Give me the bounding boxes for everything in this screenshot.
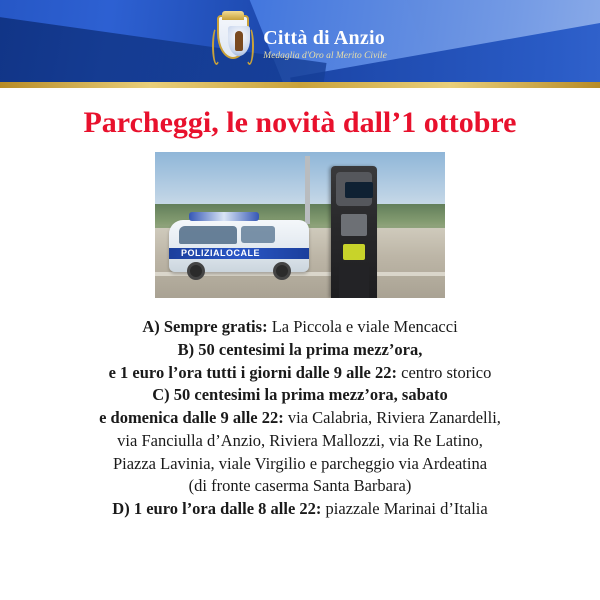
list-item-bold: C) 50 centesimi la prima mezz’ora, sabato bbox=[152, 385, 448, 405]
list-item-bold: D) 1 euro l’ora dalle 8 alle 22: bbox=[112, 499, 322, 519]
list-item bbox=[14, 498, 586, 521]
list-item-normal: via Fanciulla d’Anzio, Riviera Mallozzi, via Re Latino, bbox=[117, 430, 483, 450]
city-name: Città di Anzio bbox=[263, 26, 385, 49]
photo-police-car bbox=[169, 220, 309, 272]
photo-car-wheel-front bbox=[187, 262, 205, 280]
photo-meter-ticket-slot bbox=[343, 244, 365, 260]
list-item bbox=[14, 475, 586, 498]
list-item-bold: e 1 euro l’ora tutti i giorni dalle 9 alle 22: bbox=[108, 362, 397, 382]
photo-meter-base bbox=[339, 266, 369, 298]
header-gold-divider bbox=[0, 82, 600, 88]
crest-crown-icon bbox=[222, 11, 244, 20]
list-item-bold: B) 50 centesimi la prima mezz’ora, bbox=[177, 339, 423, 359]
photo-car-window-front bbox=[179, 226, 237, 244]
header-banner bbox=[0, 0, 600, 88]
header-identity bbox=[0, 0, 600, 88]
page-title: Parcheggi, le novità dall’1 ottobre bbox=[83, 106, 517, 139]
list-item-normal: via Calabria, Riviera Zanardelli, bbox=[283, 408, 501, 428]
list-item bbox=[14, 316, 586, 339]
photo-car-window-rear bbox=[241, 226, 275, 243]
city-subtitle: Medaglia d'Oro al Merito Civile bbox=[263, 50, 387, 61]
photo-car-lettering: POLIZIALOCALE bbox=[181, 248, 260, 258]
photo-car-lightbar bbox=[189, 212, 259, 221]
photo-lamp-post bbox=[305, 156, 310, 224]
header-text-block bbox=[263, 27, 387, 61]
tariff-list bbox=[14, 316, 586, 521]
list-item bbox=[14, 453, 586, 476]
list-item bbox=[14, 384, 586, 407]
crest-shield-icon bbox=[217, 15, 249, 59]
photo-parking-meter bbox=[155, 152, 445, 298]
list-item-bold: A) Sempre gratis: bbox=[142, 317, 268, 336]
list-item-normal: centro storico bbox=[397, 362, 492, 382]
list-item-bold: e domenica dalle 9 alle 22: bbox=[99, 408, 284, 428]
list-item bbox=[14, 339, 586, 362]
list-item-normal: (di fronte caserma Santa Barbara) bbox=[188, 476, 412, 496]
photo-parking-meter-machine bbox=[331, 166, 377, 298]
city-crest-icon bbox=[213, 13, 253, 75]
list-item bbox=[14, 407, 586, 430]
photo-car-wheel-rear bbox=[273, 262, 291, 280]
photo-meter-head bbox=[336, 172, 372, 206]
photo-meter-keypad bbox=[341, 214, 367, 236]
crest-figure-icon bbox=[235, 31, 243, 51]
photo-meter-display bbox=[345, 182, 373, 198]
list-item-normal: piazzale Marinai d’Italia bbox=[321, 499, 488, 519]
list-item-normal: La Piccola e viale Mencacci bbox=[267, 317, 458, 336]
list-item bbox=[14, 362, 586, 385]
list-item bbox=[14, 430, 586, 453]
list-item-normal: Piazza Lavinia, viale Virgilio e parcheggio via Ardeatina bbox=[112, 453, 488, 473]
